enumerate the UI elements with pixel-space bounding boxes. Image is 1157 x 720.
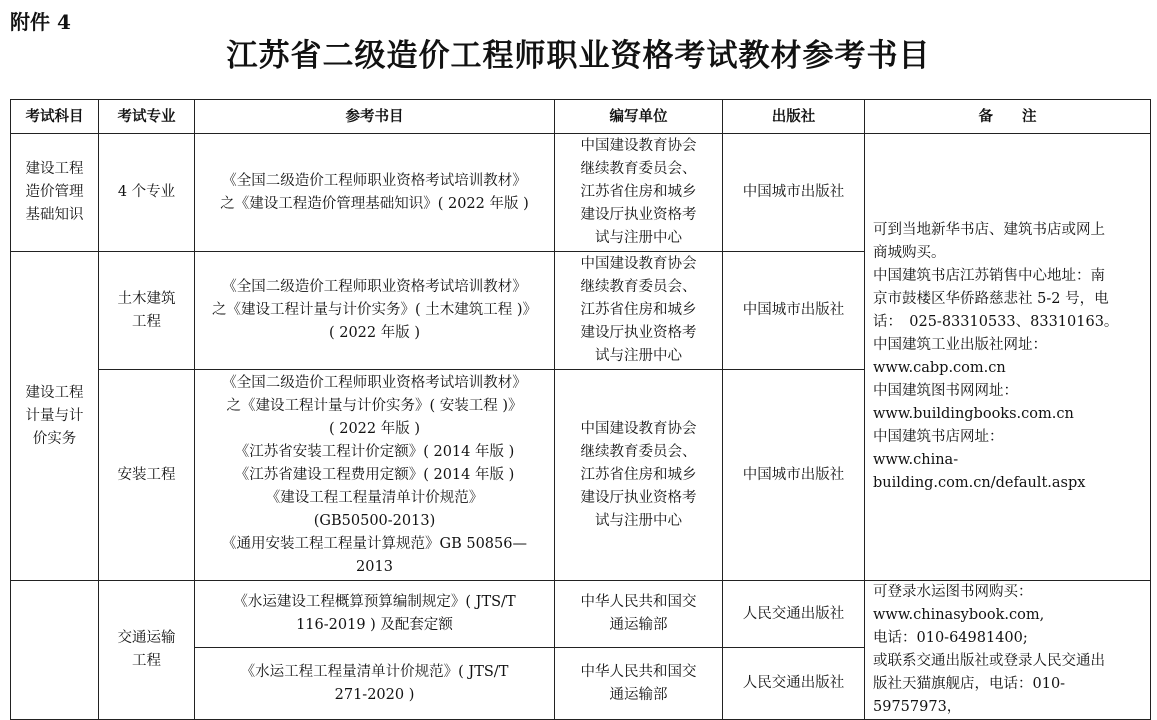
subject-line: 建设工程 xyxy=(25,384,84,401)
remark-line: 电话：010-64981400; xyxy=(873,630,1028,646)
remark-line: 版社天猫旗舰店，电话：010-59757973， xyxy=(873,676,1066,715)
publisher-cell: 人民交通出版社 xyxy=(723,648,865,720)
publisher-cell: 中国城市出版社 xyxy=(723,252,865,370)
books-cell xyxy=(195,252,555,370)
author-line: 中国建设教育协会 xyxy=(580,138,697,154)
table-row xyxy=(11,581,1151,648)
table-row xyxy=(11,134,1151,252)
book-line: 《全国二级造价工程师职业资格考试培训教材》 xyxy=(222,374,527,391)
book-line: 《江苏省建设工程费用定额》( 2014 年版 ) xyxy=(234,466,515,483)
remark-line: 中国建筑工业出版社网址： xyxy=(873,337,1047,353)
subject-line: 价实务 xyxy=(32,430,77,447)
header-publisher: 出版社 xyxy=(723,100,865,134)
books-cell xyxy=(195,134,555,252)
remark-line: 中国建筑书店江苏销售中心地址：南 xyxy=(873,268,1105,284)
major-cell xyxy=(99,252,195,370)
books-cell xyxy=(195,581,555,648)
author-cell xyxy=(555,648,723,720)
remark-line: 京市鼓楼区华侨路慈悲社 5-2 号，电 xyxy=(873,291,1109,307)
remarks-cell xyxy=(865,134,1151,581)
attachment-label: 附件 4 xyxy=(10,10,71,34)
book-line: 《建设工程工程量清单计价规范》 xyxy=(265,489,484,506)
books-cell xyxy=(195,370,555,581)
book-line: 2013 xyxy=(356,558,393,575)
book-line: 《通用安装工程工程量计算规范》GB 50856— xyxy=(222,535,527,552)
subject-line: 建设工程 xyxy=(25,161,84,177)
book-line: 之《建设工程造价管理基础知识》( 2022 年版 ) xyxy=(220,195,529,212)
remark-line: 可到当地新华书店、建筑书店或网上 xyxy=(873,222,1105,238)
book-line: ( 2022 年版 ) xyxy=(328,325,421,341)
book-line: 之《建设工程计量与计价实务》( 安装工程 )》 xyxy=(226,397,523,414)
book-line: ( 2022 年版 ) xyxy=(328,420,421,437)
author-line: 江苏省住房和城乡 xyxy=(580,184,697,200)
book-line: (GB50500-2013) xyxy=(313,512,436,529)
author-line: 江苏省住房和城乡 xyxy=(580,302,697,318)
author-line: 江苏省住房和城乡 xyxy=(580,466,697,483)
remark-line: www.buildingbooks.com.cn xyxy=(873,406,1074,422)
page-title: 江苏省二级造价工程师职业资格考试教材参考书目 xyxy=(226,38,931,74)
author-line: 继续教育委员会、 xyxy=(580,443,697,460)
subject-line: 造价管理 xyxy=(25,184,84,200)
book-line: 《全国二级造价工程师职业资格考试培训教材》 xyxy=(222,172,527,189)
author-line: 中国建设教育协会 xyxy=(580,420,697,437)
remark-line: 或联系交通出版社或登录人民交通出 xyxy=(873,653,1105,669)
remark-line: www.china-building.com.cn/default.aspx xyxy=(873,452,1086,491)
book-line: 《水运建设工程概算预算编制规定》( JTS/T xyxy=(233,594,516,611)
subject-line: 基础知识 xyxy=(25,207,84,223)
book-line: 116-2019 ) 及配套定额 xyxy=(296,617,453,634)
publisher-cell: 中国城市出版社 xyxy=(723,134,865,252)
header-author: 编写单位 xyxy=(555,100,723,134)
author-line: 建设厅执业资格考 xyxy=(580,207,697,223)
author-cell xyxy=(555,370,723,581)
major-line: 工程 xyxy=(132,653,161,669)
header-subject: 考试科目 xyxy=(11,100,99,134)
subject-cell xyxy=(11,581,99,720)
author-line: 试与注册中心 xyxy=(595,230,682,246)
remark-line: 话： 025-83310533、83310163。 xyxy=(873,314,1119,330)
author-cell xyxy=(555,134,723,252)
table-header-row xyxy=(11,100,1151,134)
major-line: 土木建筑 xyxy=(117,290,176,307)
major-cell: 安装工程 xyxy=(99,370,195,581)
author-cell xyxy=(555,252,723,370)
author-line: 继续教育委员会、 xyxy=(580,279,697,295)
book-line: 《水运工程工程量清单计价规范》( JTS/T xyxy=(240,663,509,680)
publisher-cell: 人民交通出版社 xyxy=(723,581,865,648)
remark-line: 中国建筑书店网址： xyxy=(873,429,1004,445)
author-line: 中国建设教育协会 xyxy=(580,256,697,272)
author-line: 通运输部 xyxy=(609,617,668,634)
remark-line: www.cabp.com.cn xyxy=(873,360,1006,376)
remark-line: 中国建筑图书网网址： xyxy=(873,383,1018,399)
header-remarks: 备 注 xyxy=(865,100,1151,134)
remark-line: 商城购买。 xyxy=(873,245,946,261)
subject-cell xyxy=(11,134,99,252)
header-major: 考试专业 xyxy=(99,100,195,134)
author-line: 中华人民共和国交 xyxy=(580,663,697,680)
remark-line: 可登录水运图书网购买： xyxy=(873,584,1033,600)
remarks-cell xyxy=(865,581,1151,720)
subject-cell xyxy=(11,252,99,581)
major-line: 工程 xyxy=(132,313,161,330)
author-line: 继续教育委员会、 xyxy=(580,161,697,177)
remark-line: www.chinasybook.com, xyxy=(873,607,1045,623)
author-line: 试与注册中心 xyxy=(595,348,682,364)
author-cell xyxy=(555,581,723,648)
author-line: 建设厅执业资格考 xyxy=(580,325,697,341)
reference-table xyxy=(10,99,1151,720)
author-line: 通运输部 xyxy=(609,686,668,703)
author-line: 建设厅执业资格考 xyxy=(580,489,697,506)
header-books: 参考书目 xyxy=(195,100,555,134)
author-line: 中华人民共和国交 xyxy=(580,594,697,611)
major-line: 交通运输 xyxy=(117,630,176,646)
major-cell: 4 个专业 xyxy=(99,134,195,252)
subject-line: 计量与计 xyxy=(25,407,84,424)
publisher-cell: 中国城市出版社 xyxy=(723,370,865,581)
author-line: 试与注册中心 xyxy=(595,512,682,529)
book-line: 《江苏省安装工程计价定额》( 2014 年版 ) xyxy=(234,443,515,460)
books-cell xyxy=(195,648,555,720)
book-line: 之《建设工程计量与计价实务》( 土木建筑工程 )》 xyxy=(211,302,538,318)
major-cell xyxy=(99,581,195,720)
book-line: 271-2020 ) xyxy=(334,686,415,703)
book-line: 《全国二级造价工程师职业资格考试培训教材》 xyxy=(222,279,527,295)
